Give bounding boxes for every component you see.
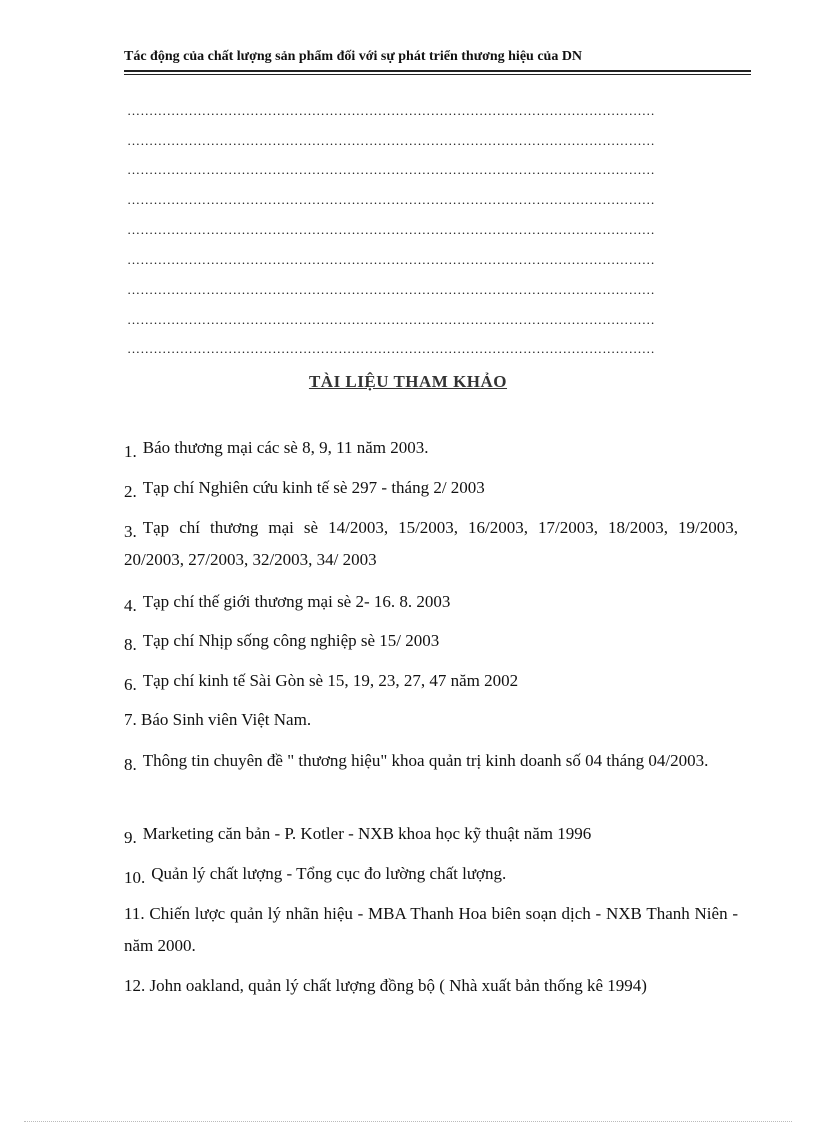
dotted-line: ………………………………………………………………………………………………………… bbox=[127, 284, 655, 296]
reference-text: Tạp chí thương mại sè 14/2003, 15/2003, 16/2003, 17/2003, 18/2003, 19/2003, 20/2003, 27/2003, 32/2003, 34/ 2003 bbox=[124, 518, 738, 569]
reference-number: 3. bbox=[124, 522, 137, 541]
reference-number: 10. bbox=[124, 868, 146, 887]
dotted-line: ………………………………………………………………………………………………………… bbox=[127, 224, 655, 236]
page-header-title: Tác động của chất lượng sản phẩm đối với sự phát triển thương hiệu của DN bbox=[124, 49, 583, 64]
reference-number: 1. bbox=[124, 442, 137, 461]
reference-item bbox=[124, 665, 738, 697]
reference-number: 8. bbox=[124, 755, 137, 774]
reference-item bbox=[124, 472, 738, 504]
reference-item bbox=[124, 970, 738, 1002]
dotted-line: ………………………………………………………………………………………………………… bbox=[127, 343, 655, 355]
page-bottom-divider bbox=[24, 1121, 792, 1122]
reference-number: 9. bbox=[124, 828, 137, 847]
reference-number: 8. bbox=[124, 635, 137, 654]
reference-text: Chiến lược quản lý nhãn hiệu - MBA Thanh Hoa biên soạn dịch - NXB Thanh Niên - năm 2000. bbox=[124, 904, 738, 955]
header-rule-thin bbox=[124, 74, 751, 75]
reference-text: Thông tin chuyên đề " thương hiệu" khoa quản trị kinh doanh số 04 tháng 04/2003. bbox=[142, 751, 709, 770]
reference-item bbox=[124, 858, 738, 890]
reference-number: 11. bbox=[124, 904, 145, 923]
reference-number: 4. bbox=[124, 596, 137, 615]
reference-item bbox=[124, 625, 738, 657]
reference-text: Báo thương mại các sè 8, 9, 11 năm 2003. bbox=[142, 438, 429, 457]
reference-text: Báo Sinh viên Việt Nam. bbox=[141, 710, 312, 729]
reference-number: 6. bbox=[124, 675, 137, 694]
dotted-line: ………………………………………………………………………………………………………… bbox=[127, 135, 655, 147]
reference-item bbox=[124, 818, 738, 850]
reference-number: 2. bbox=[124, 482, 137, 501]
dotted-line: ………………………………………………………………………………………………………… bbox=[127, 194, 655, 206]
reference-text: Tạp chí kinh tế Sài Gòn sè 15, 19, 23, 27, 47 năm 2002 bbox=[142, 671, 519, 690]
dotted-line: ………………………………………………………………………………………………………… bbox=[127, 314, 655, 326]
references-title: TÀI LIỆU THAM KHẢO bbox=[308, 372, 508, 391]
reference-item bbox=[124, 898, 738, 962]
reference-text: Quản lý chất lượng - Tổng cục đo lường chất lượng. bbox=[151, 864, 507, 883]
dotted-line: ………………………………………………………………………………………………………… bbox=[127, 254, 655, 266]
dotted-line: ………………………………………………………………………………………………………… bbox=[127, 105, 655, 117]
reference-number: 7. bbox=[124, 710, 137, 729]
reference-text: Marketing căn bản - P. Kotler - NXB khoa học kỹ thuật năm 1996 bbox=[142, 824, 592, 843]
header-rule-thick bbox=[124, 70, 751, 72]
reference-item bbox=[124, 512, 738, 576]
reference-item bbox=[124, 432, 738, 464]
dotted-line: ………………………………………………………………………………………………………… bbox=[127, 164, 655, 176]
reference-number: 12. bbox=[124, 976, 146, 995]
reference-text: John oakland, quản lý chất lượng đồng bộ ( Nhà xuất bản thống kê 1994) bbox=[149, 976, 647, 995]
reference-text: Tạp chí Nghiên cứu kinh tế sè 297 - tháng 2/ 2003 bbox=[142, 478, 485, 497]
reference-text: Tạp chí Nhịp sống công nghiệp sè 15/ 2003 bbox=[142, 631, 440, 650]
reference-item bbox=[124, 704, 738, 736]
reference-item bbox=[124, 586, 738, 618]
reference-item bbox=[124, 745, 738, 777]
reference-text: Tạp chí thế giới thương mại sè 2- 16. 8. 2003 bbox=[142, 592, 451, 611]
